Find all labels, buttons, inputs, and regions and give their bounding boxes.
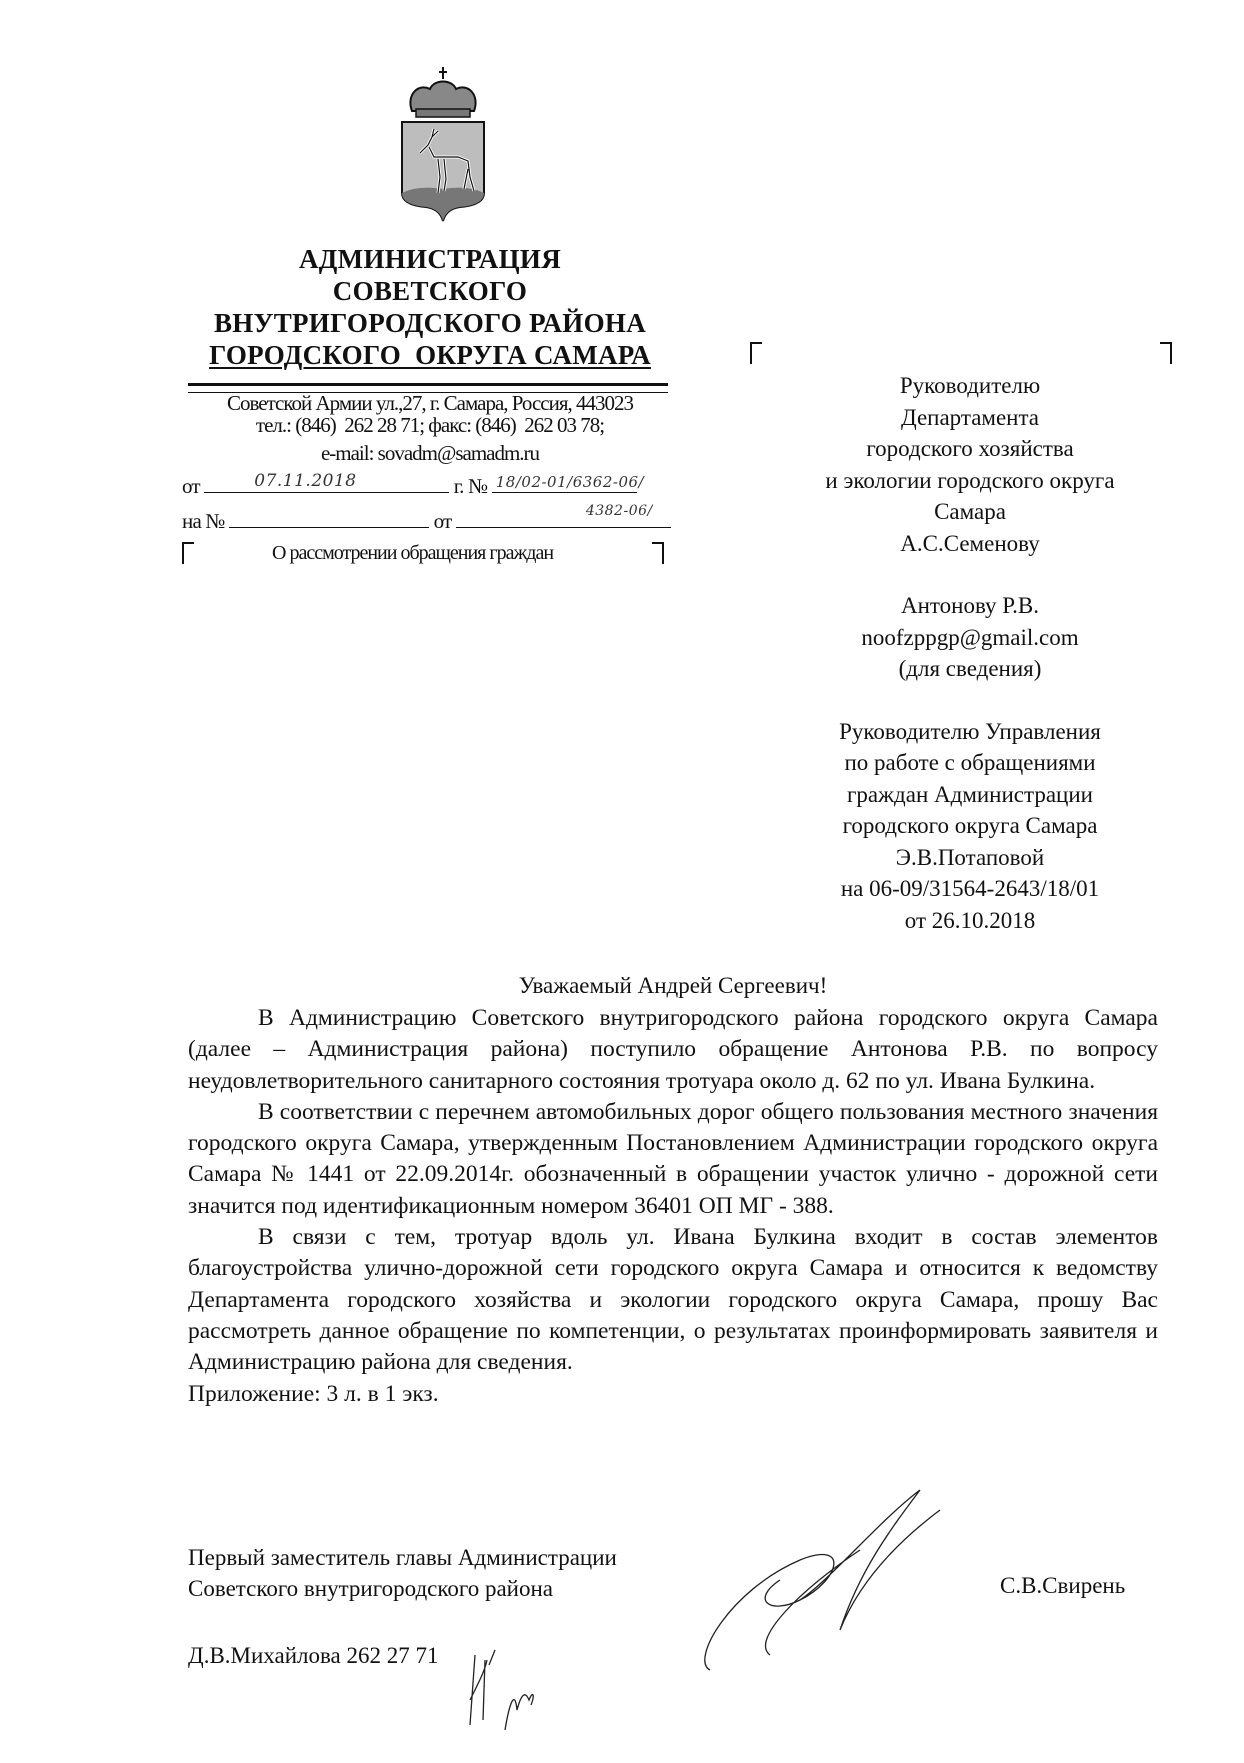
attachment-note: Приложение: 3 л. в 1 экз.	[188, 1380, 439, 1407]
recipient-line: по работе с обращениями	[844, 750, 1096, 775]
organization-contacts	[170, 392, 690, 464]
reply-number-field	[229, 507, 429, 528]
position-line-2: Советского внутригородского района	[188, 1576, 554, 1601]
org-line-2: СОВЕТСКОГО	[332, 276, 528, 306]
reply-number-label: на №	[182, 509, 225, 533]
samara-coat-of-arms-icon	[398, 65, 488, 225]
recipient-line: от 26.10.2018	[904, 907, 1036, 933]
number-label: г. №	[453, 474, 488, 498]
date-handwritten: 07.11.2018	[254, 471, 357, 491]
body-paragraph-3: В связи с тем, тротуар вдоль ул. Ивана Булкина входит в состав элементов благоустройства улично-дорожной сети городского округа Самара и относится к ведомству Департамента городского хозяйства и экологии городского округа Самара, прошу Вас рассмотреть данное обращение по компетенции, о результатах проинформировать заявителя и Администрацию района для сведения.	[188, 1224, 1158, 1376]
handwritten-signature-icon	[690, 1470, 950, 1700]
outgoing-reference	[182, 471, 645, 499]
letter-body	[188, 1003, 1158, 1410]
date-field	[204, 472, 449, 493]
signatory-name: С.В.Свирень	[1000, 1573, 1126, 1598]
recipient-line: граждан Администрации	[847, 781, 1093, 807]
recipient-line: и экологии городского округа	[825, 467, 1115, 493]
bracket-left-icon	[182, 542, 194, 564]
reply-date-field	[456, 503, 671, 528]
recipient-line: на 06-09/31564-2643/18/01	[840, 876, 1100, 901]
recipient-line: Антонову Р.В.	[900, 593, 1040, 618]
recipient-line: Э.В.Потаповой	[895, 844, 1045, 870]
number-handwritten: 18/02-01/6362-06/	[495, 473, 645, 491]
recipient-line: Руководителю	[899, 373, 1041, 398]
signatory-position	[188, 1542, 617, 1604]
organization-title	[170, 243, 690, 371]
body-paragraph-2: В соответствии с перечнем автомобильных дорог общего пользования местного значения городского округа Самара, утвержденным Постановлением Администрации городского округа Самара № 1441 от 22.09.2014г. обозначенный в обращении участок улично - дорожной сети значится под идентификационным номером 36401 ОП МГ - 388.	[188, 1098, 1158, 1219]
incoming-reference	[182, 503, 671, 534]
recipient-line: Самара	[934, 499, 1006, 524]
subject-text: О рассмотрении обращения граждан	[272, 542, 554, 564]
greeting: Уважаемый Андрей Сергеевич!	[518, 973, 828, 998]
recipient-appeals-office	[760, 716, 1180, 937]
recipient-bracket-right-icon	[1160, 342, 1172, 364]
handwritten-initials-icon	[455, 1640, 545, 1750]
org-line-3: ВНУТРИГОРОДСКОГО РАЙОНА	[213, 308, 646, 338]
recipient-line: Руководителю Управления	[839, 718, 1101, 744]
recipient-line: Департамента	[900, 404, 1040, 430]
org-phone-fax: тел.: (846) 262 28 71; факс: (846) 262 03 78;	[255, 413, 605, 437]
executor-contact: Д.В.Михайлова 262 27 71	[188, 1643, 439, 1668]
org-email: e-mail: sovadm@samadm.ru	[320, 441, 540, 465]
body-paragraph-1: В Администрацию Советского внутригородского района городского округа Самара (далее – Администрация района) поступило обращение Антонова Р.В. по вопросу неудовлетворительного санитарного состояния тротуара около д. 62 по ул. Ивана Булкина.	[188, 1005, 1158, 1094]
recipient-department	[760, 370, 1180, 559]
recipient-line: городского хозяйства	[866, 436, 1074, 461]
position-line-1: Первый заместитель главы Администрации	[188, 1545, 617, 1570]
org-line-1: АДМИНИСТРАЦИЯ	[298, 244, 561, 274]
recipient-bracket-left-icon	[750, 342, 762, 364]
number-handwritten-2: 4382-06/	[585, 503, 653, 519]
recipient-line: А.С.Семенову	[900, 530, 1040, 556]
number-field	[492, 472, 645, 493]
date-label: от	[182, 474, 200, 498]
recipient-email: noofzppgp@gmail.com	[861, 624, 1079, 650]
recipient-line: городского округа Самара	[842, 813, 1098, 838]
org-address: Советской Армии ул.,27, г. Самара, Россия, 443023	[227, 391, 633, 415]
bracket-right-icon	[652, 542, 664, 564]
org-line-4: ГОРОДСКОГО ОКРУГА САМАРА	[209, 340, 651, 370]
recipients	[760, 370, 1180, 967]
recipient-applicant	[760, 590, 1180, 685]
reply-date-label: от	[433, 509, 452, 533]
recipient-line: (для сведения)	[898, 656, 1042, 681]
